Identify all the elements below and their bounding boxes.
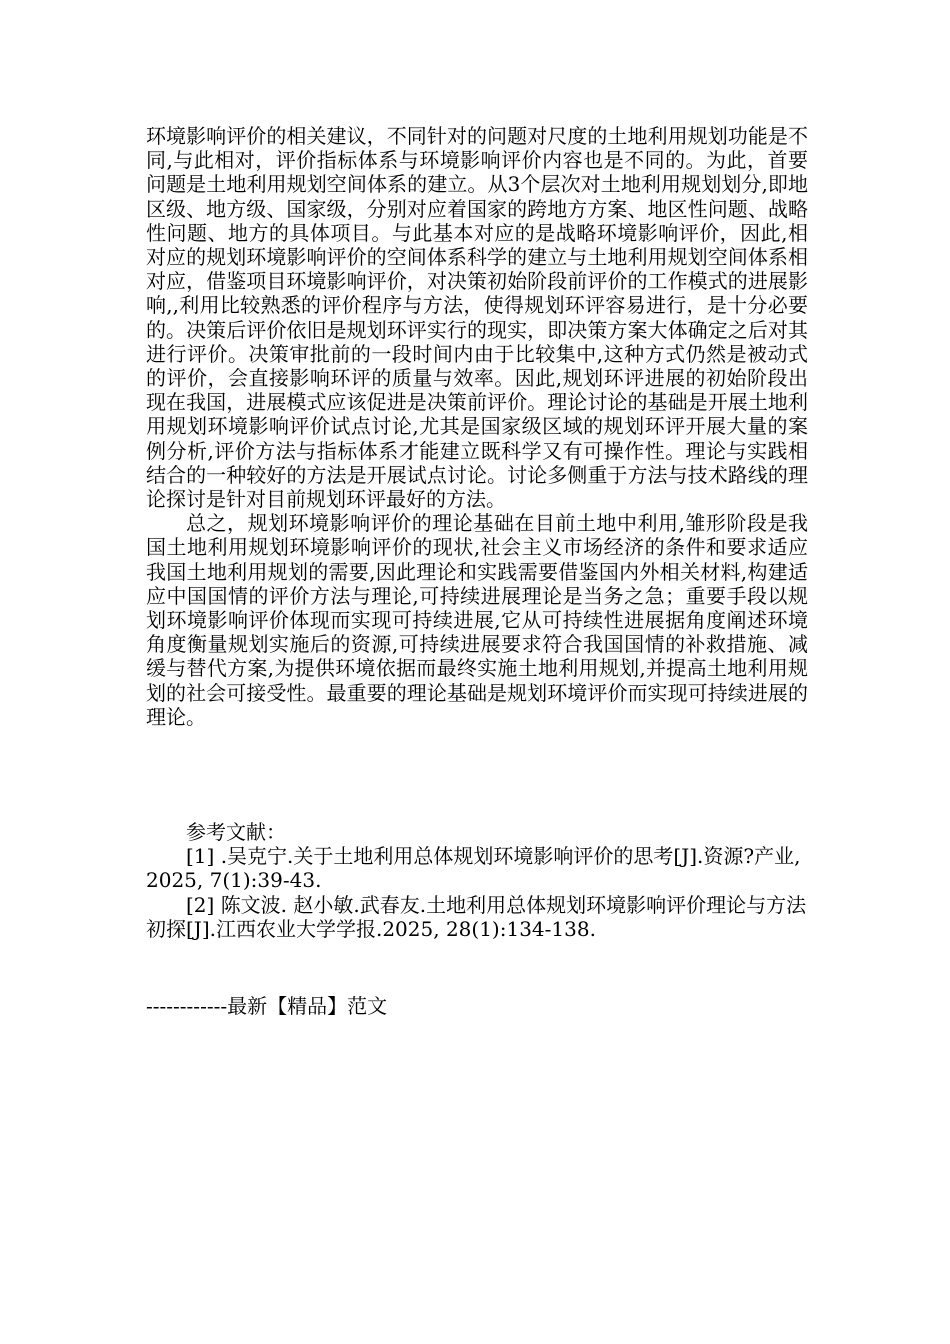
reference-item-2: [2] 陈文波. 赵小敏.武春友.土地利用总体规划环境影响评价理论与方法初探[J].江西农业大学学报.2025, 28(1):134-138. <box>146 892 807 941</box>
references-section <box>146 820 808 941</box>
footer-text: ------------最新【精品】范文 <box>146 994 388 1018</box>
body-paragraph-1: 环境影响评价的相关建议，不同针对的问题对尺度的土地利用规划功能是不同,与此相对，评价指标体系与环境影响评价内容也是不同的。为此，首要问题是土地利用规划空间体系的建立。从3个层次对土地利用规划划分,即地区级、地方级、国家级，分别对应着国家的跨地方方案、地区性问题、战略性问题、地方的具体项目。与此基本对应的是战略环境影响评价，因此,相对应的规划环境影响评价的空间体系科学的建立与土地利用规划空间体系相对应，借鉴项目环境影响评价，对决策初始阶段前评价的工作模式的进展影响,,利用比较熟悉的评价程序与方法，使得规划环评容易进行，是十分必要的。决策后评价依旧是规划环评实行的现实，即决策方案大体确定之后对其进行评价。决策审批前的一段时间内由于比较集中,这种方式仍然是被动式的评价，会直接影响环评的质量与效率。因此,规划环评进展的初始阶段出现在我国，进展模式应该促进是决策前评价。理论讨论的基础是开展土地利用规划环境影响评价试点讨论,尤其是国家级区域的规划环评开展大量的案例分析,评价方法与指标体系才能建立既科学又有可操作性。理论与实践相结合的一种较好的方法是开展试点讨论。讨论多侧重于方法与技术路线的理论探讨是针对目前规划环评最好的方法。 <box>146 124 808 512</box>
references-heading: 参考文献： <box>186 820 286 844</box>
document-body <box>146 124 808 729</box>
reference-item-1: [1] .吴克宁.关于土地利用总体规划环境影响评价的思考[J].资源?产业, 2025, 7(1):39-43. <box>146 844 801 893</box>
body-paragraph-2: 总之，规划环境影响评价的理论基础在目前土地中利用,雏形阶段是我国土地利用规划环境影响评价的现状,社会主义市场经济的条件和要求适应我国土地利用规划的需要,因此理论和实践需要借鉴国内外相关材料,构建适应中国国情的评价方法与理论,可持续进展理论是当务之急；重要手段以规划环境影响评价体现而实现可持续进展,它从可持续性进展据角度阐述环境角度衡量规划实施后的资源,可持续进展要求符合我国国情的补救措施、减缓与替代方案,为提供环境依据而最终实施土地利用规划,并提高土地利用规划的社会可接受性。最重要的理论基础是规划环境评价而实现可持续进展的理论。 <box>146 511 808 729</box>
